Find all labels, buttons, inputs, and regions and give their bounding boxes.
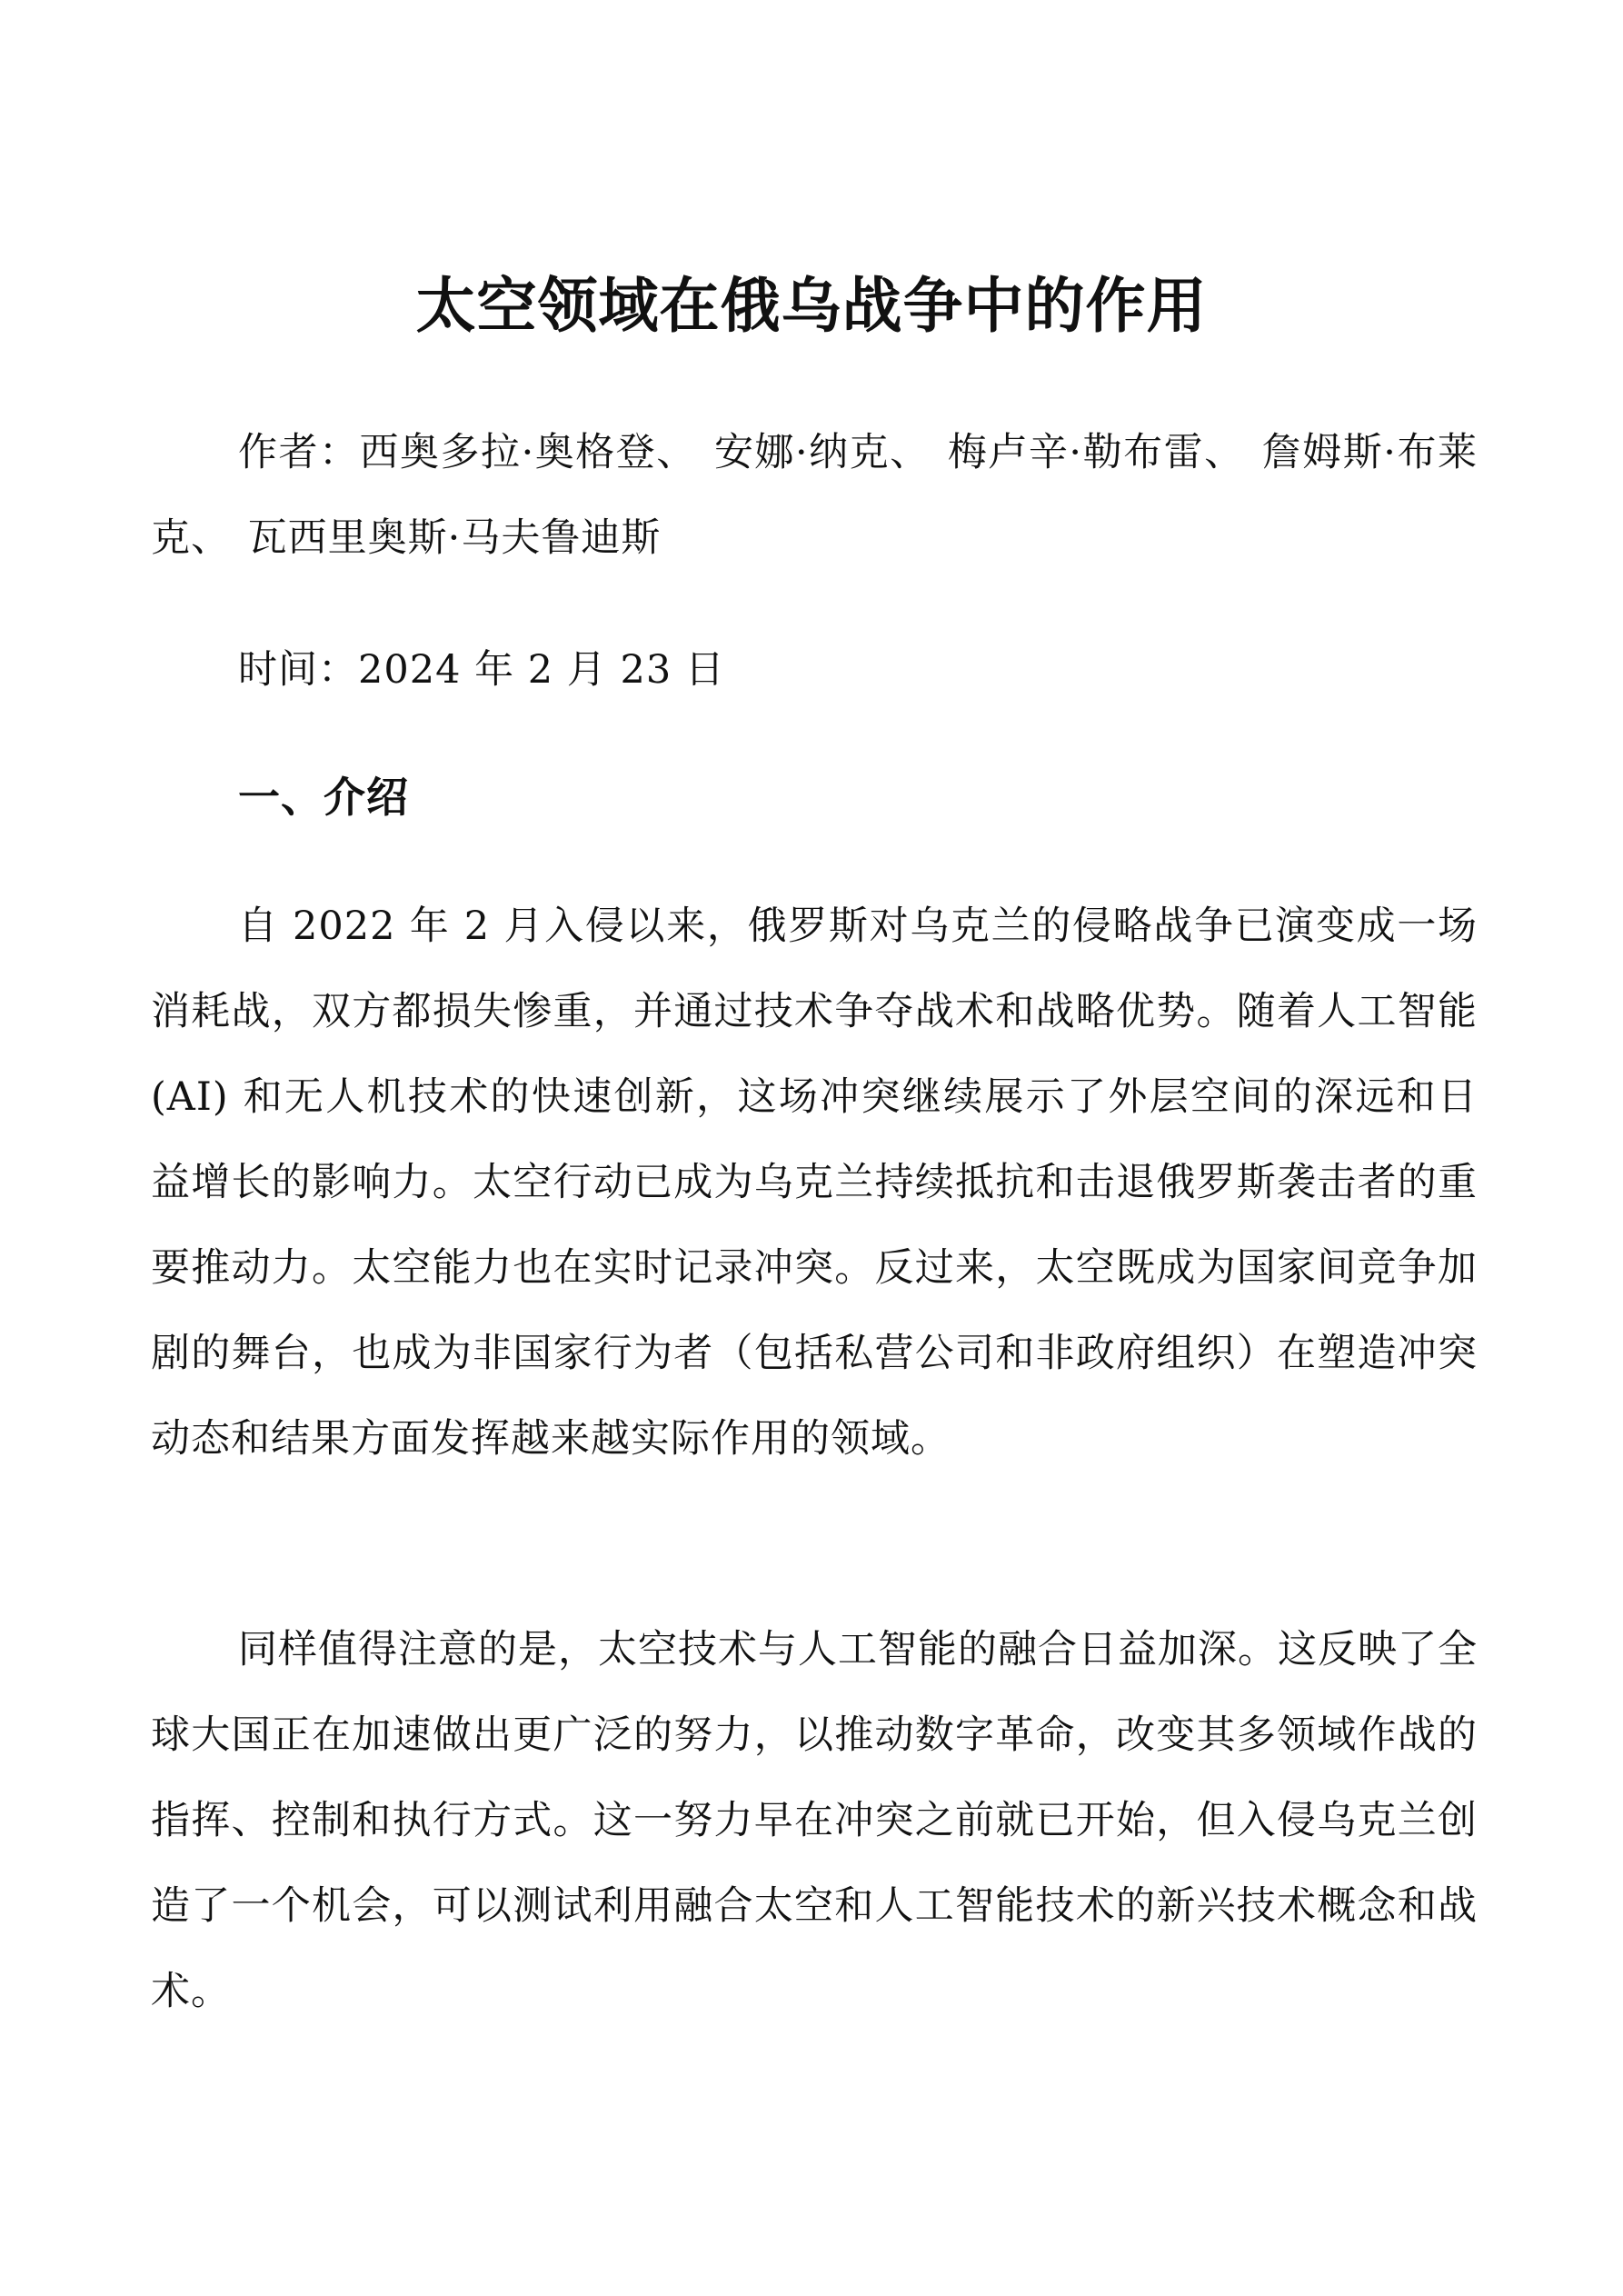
author-line: 作者：西奥多拉·奥格登、 安娜·纳克、 梅卢辛·勒布雷、 詹姆斯·布莱克、 瓦西里奥斯·马夫鲁迪斯 <box>151 430 1478 561</box>
section-heading: 一、介绍 <box>238 773 409 822</box>
body-paragraph-1: 自 2022 年 2 月入侵以来，俄罗斯对乌克兰的侵略战争已演变成一场消耗战，双方都损失惨重，并通过技术争夺战术和战略优势。随着人工智能 (AI) 和无人机技术的快速创新，这场冲突继续展示了外层空间的深远和日益增长的影响力。太空行动已成为乌克兰持续抵抗和击退俄罗斯袭击者的重要推动力。太空能力也在实时记录冲突。反过来，太空既成为国家间竞争加剧的舞台，也成为非国家行为者（包括私营公司和非政府组织）在塑造冲突动态和结果方面发挥越来越实际作用的领域。 <box>151 903 1478 1462</box>
document-title: 太空领域在俄乌战争中的作用 <box>415 270 1208 341</box>
publication-date: 时间：2024 年 2 月 23 日 <box>238 647 725 693</box>
body-paragraph-2: 同样值得注意的是，太空技术与人工智能的融合日益加深。这反映了全球大国正在加速做出更广泛的努力，以推动数字革命，改变其多领域作战的指挥、控制和执行方式。这一努力早在冲突之前就已开始，但入侵乌克兰创造了一个机会，可以测试利用融合太空和人工智能技术的新兴技术概念和战术。 <box>151 1627 1478 2014</box>
